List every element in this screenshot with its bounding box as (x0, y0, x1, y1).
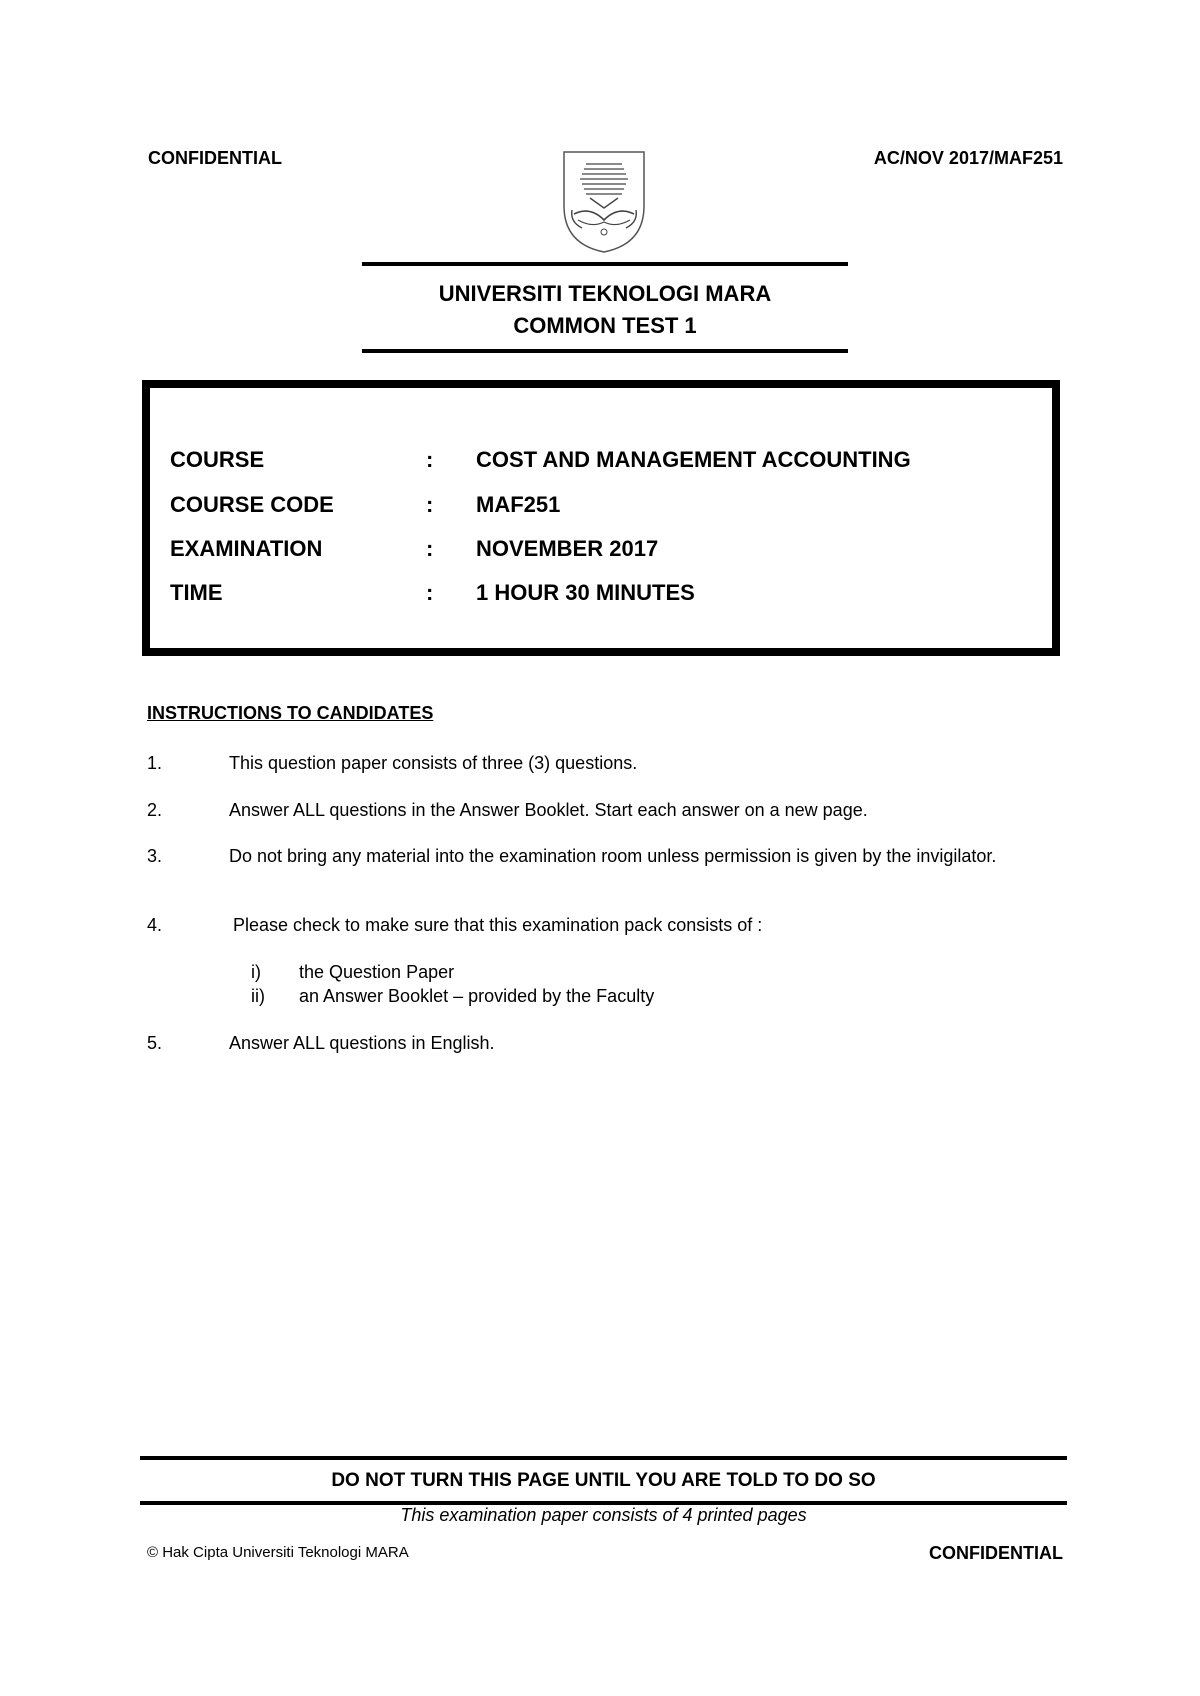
sub-item (147, 985, 1061, 1007)
sub-item-text: the Question Paper (299, 962, 455, 982)
instruction-number: 1. (147, 753, 163, 773)
footer-confidential-label: CONFIDENTIAL (929, 1543, 1063, 1563)
course-separator: : (426, 447, 434, 472)
instruction-text: Do not bring any material into the examination room unless permission is given by the invigilator. (229, 846, 997, 866)
header-confidential-label: CONFIDENTIAL (148, 148, 282, 168)
test-name: COMMON TEST 1 (513, 313, 697, 338)
course-code-value: MAF251 (476, 492, 561, 517)
course-code-separator: : (426, 492, 434, 517)
instruction-item (147, 1032, 1061, 1054)
time-separator: : (426, 580, 434, 605)
instruction-item (147, 799, 1061, 821)
sub-item-number: ii) (251, 986, 265, 1006)
do-not-turn-warning: DO NOT TURN THIS PAGE UNTIL YOU ARE TOLD TO DO SO (331, 1470, 876, 1491)
title-bottom-rule (362, 349, 848, 353)
time-value: 1 HOUR 30 MINUTES (476, 580, 695, 605)
footer-top-rule (140, 1456, 1067, 1460)
instruction-number: 5. (147, 1033, 163, 1053)
instruction-item (147, 845, 1061, 889)
instruction-item (147, 752, 1061, 774)
course-value: COST AND MANAGEMENT ACCOUNTING (476, 447, 911, 472)
course-info-box (142, 380, 1060, 656)
printed-pages-note: This examination paper consists of 4 printed pages (400, 1505, 807, 1525)
instructions-heading: INSTRUCTIONS TO CANDIDATES (147, 703, 434, 723)
instruction-number: 4. (147, 915, 163, 935)
instruction-text: Please check to make sure that this examination pack consists of : (233, 915, 763, 935)
examination-value: NOVEMBER 2017 (476, 536, 659, 561)
university-name: UNIVERSITI TEKNOLOGI MARA (438, 281, 772, 306)
copyright-notice: © Hak Cipta Universiti Teknologi MARA (147, 1544, 409, 1561)
instruction-number: 2. (147, 800, 163, 820)
instruction-text: Answer ALL questions in the Answer Booklet. Start each answer on a new page. (229, 800, 868, 820)
title-block (362, 278, 848, 342)
time-label: TIME (170, 580, 223, 605)
course-code-label: COURSE CODE (170, 492, 334, 517)
examination-label: EXAMINATION (170, 536, 323, 561)
instruction-number: 3. (147, 846, 163, 866)
sub-item (147, 961, 1061, 983)
sub-item-text: an Answer Booklet – provided by the Faculty (299, 986, 655, 1006)
university-crest-icon (560, 148, 648, 254)
examination-separator: : (426, 536, 434, 561)
title-top-rule (362, 262, 848, 266)
header-reference-code: AC/NOV 2017/MAF251 (873, 148, 1063, 168)
sub-item-number: i) (251, 962, 261, 982)
instruction-text: This question paper consists of three (3) questions. (229, 753, 638, 773)
instruction-text: Answer ALL questions in English. (229, 1033, 495, 1053)
instruction-item (147, 914, 1061, 936)
course-label: COURSE (170, 447, 265, 472)
